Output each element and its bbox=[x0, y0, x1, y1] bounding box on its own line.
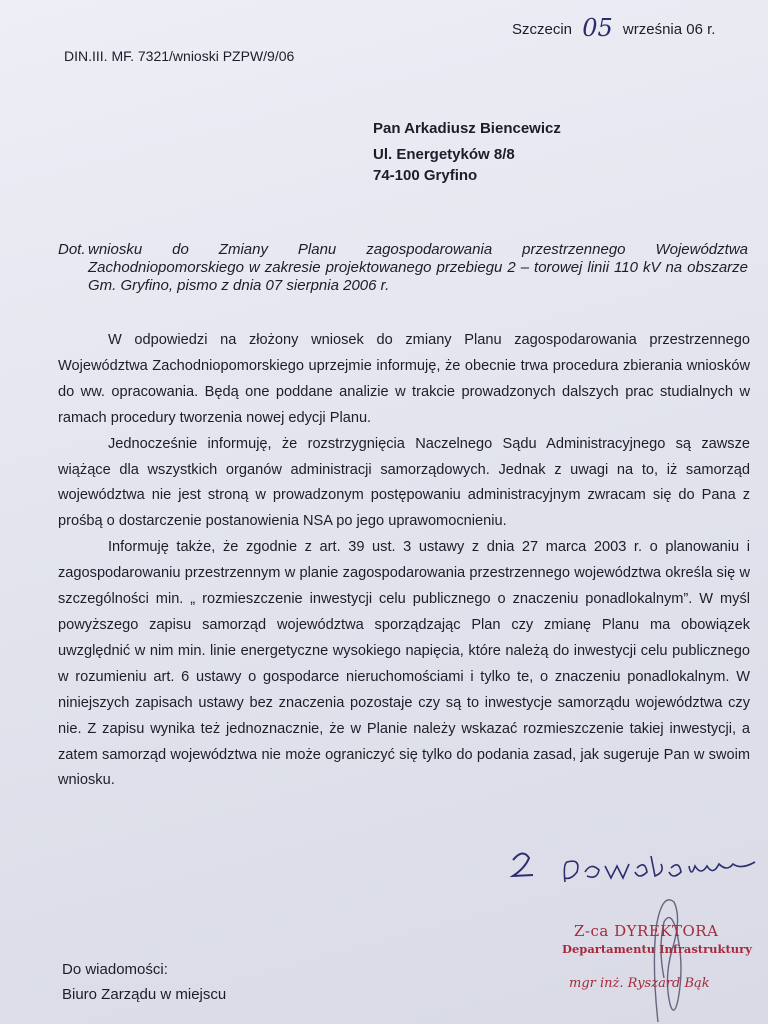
recipient-name: Pan Arkadiusz Biencewicz bbox=[373, 120, 561, 137]
subject-block bbox=[58, 241, 748, 295]
body-paragraph-2: Jednocześnie informuję, że rozstrzygnięcia Naczelnego Sądu Administracyjnego są zawsze wiążące dla wszystkich organów administracji samorządowych. Jednak z uwagi na to, iż samorząd województwa nie jest stroną w prowadzonym postępowaniu administracyjnym zwracam się do Pana z prośbą o dostarczenie postanowienia NSA po jego uprawomocnieniu. bbox=[58, 435, 750, 530]
recipient-address bbox=[373, 118, 561, 186]
stamp-department: Departamentu Infrastruktury bbox=[562, 942, 752, 956]
subject-prefix: Dot. bbox=[58, 241, 86, 258]
stamp-title: Z-ca DYREKTORA bbox=[574, 922, 719, 940]
letter-body bbox=[58, 328, 750, 794]
body-paragraph-3: Informuję także, że zgodnie z art. 39 ust. 3 ustawy z dnia 27 marca 2003 r. o planowaniu i zagospodarowaniu przestrzennym w planie zagospodarowania przestrzennego województwa określa się w szczególności min. „ rozmieszczenie inwestycji celu publicznego o znaczeniu ponadlokalnym”. W myśl powyższego zapisu samorząd województwa sporządzając Plan czy zmianę Planu ma obowiązek uwzględnić w nim min. linie energetyczne wysokiego napięcia, które należą do inwestycji celu publicznego w rozumieniu art. 6 ustawy o gospodarce nieruchomościami i tylko te, o znaczeniu ponadlokalnym. W niniejszych zapisach ustawy bez znaczenia pozostaje czy są to inwestycje samorządu województwa czy nie. Z zapisu wynika też jednoznacznie, że w Planie należy wskazać rozmieszczenie takiej inwestycji, a zatem samorząd województwa nie może ograniczyć się tylko do podania zasad, jak sugeruje Pan w swoim wniosku. bbox=[58, 539, 750, 789]
date-place: Szczecin bbox=[512, 21, 573, 38]
cc-item: Biuro Zarządu w miejscu bbox=[62, 986, 227, 1003]
date-day-handwritten: 05 bbox=[582, 14, 613, 42]
recipient-street: Ul. Energetyków 8/8 bbox=[373, 146, 515, 163]
cc-heading: Do wiadomości: bbox=[62, 961, 168, 978]
date-line bbox=[512, 12, 715, 40]
recipient-city: 74-100 Gryfino bbox=[373, 167, 478, 184]
stamp-name: mgr inż. Ryszard Bąk bbox=[569, 976, 710, 991]
body-paragraph-1: W odpowiedzi na złożony wniosek do zmiany Planu zagospodarowania przestrzennego Województwa Zachodniopomorskiego uprzejmie informuję, że obecnie trwa procedura zbierania wniosków do ww. opracowania. Będą one poddane analizie w trakcie prowadzonych dalszych prac studialnych w ramach procedury tworzenia nowej edycji Planu. bbox=[58, 332, 750, 426]
reference-number: DIN.III. MF. 7321/wnioski PZPW/9/06 bbox=[64, 48, 295, 64]
date-month-year: września 06 r. bbox=[622, 21, 716, 38]
subject-text: wniosku do Zmiany Planu zagospodarowania przestrzennego Województwa Zachodniopomorskiego w zakresie projektowanego przebiegu 2 – torowej linii 110 kV na obszarze Gm. Gryfino, pismo z dnia 07 sierpnia 2006 r. bbox=[88, 241, 748, 294]
